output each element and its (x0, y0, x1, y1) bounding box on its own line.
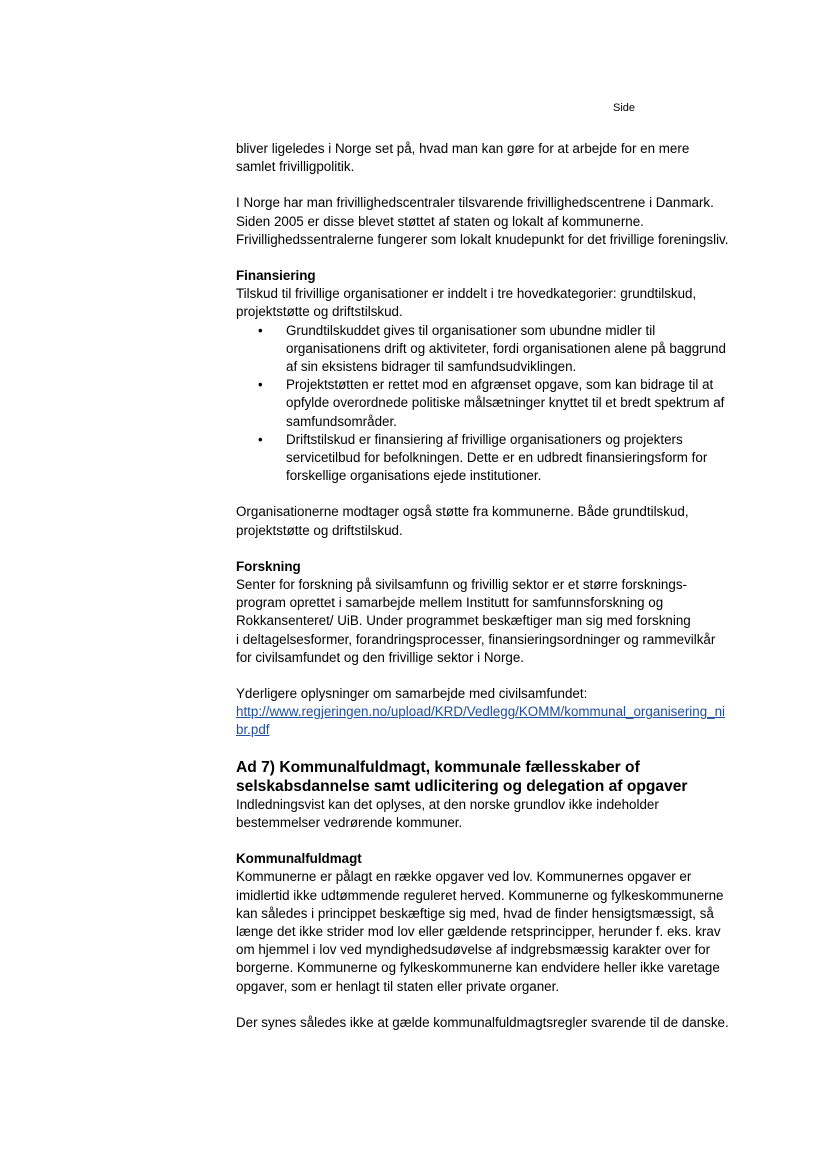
financing-outro (236, 503, 756, 539)
text-line: opfylde overordnede politiske målsætninger knyttet til et bredt spektrum af (286, 395, 725, 411)
financing-intro (236, 285, 756, 321)
link-text-line[interactable]: br.pdf (236, 722, 270, 738)
text-line: opgaver, som er henlagt til staten eller private organer. (236, 978, 560, 994)
text-line: I Norge har man frivillighedscentraler tilsvarende frivillighedscentrene i Danmark. (236, 195, 714, 211)
link-text-line[interactable]: http://www.regjeringen.no/upload/KRD/Vedlegg/KOMM/kommunal_organisering_ni (236, 704, 726, 720)
text-line: Senter for forskning på sivilsamfunn og frivillig sektor er et større forsknings- (236, 577, 687, 593)
heading-research: Forskning (236, 558, 301, 574)
text-line: bliver ligeledes i Norge set på, hvad man kan gøre for at arbejde for en mere (236, 141, 690, 156)
text-line: servicetilbud for befolkningen. Dette er en udbredt finansieringsform for (286, 450, 708, 466)
text-line: Der synes således ikke at gælde kommunalfuldmagtsregler svarende til de danske. (236, 1014, 729, 1030)
heading-line: Ad 7) Kommunalfuldmagt, kommunale fællesskaber of (236, 758, 640, 776)
text-line: længe det ikke strider mod lov eller gældende retsprincipper, herunder f. eks. krav (236, 923, 721, 939)
text-line: Indledningsvist kan det oplyses, at den norske grundlov ikke indeholder (236, 796, 659, 812)
document-body (236, 140, 756, 1032)
paragraph-norway-centres (236, 194, 756, 249)
text-line: om hjemmel i lov ved myndighedsudøvelse af indgrebsmæssig karakter over for (236, 942, 711, 958)
text-line: Grundtilskuddet gives til organisationer som ubundne midler til (286, 322, 656, 338)
heading-ad7 (236, 758, 756, 796)
list-item (236, 431, 756, 486)
bullet-icon: • (258, 431, 263, 447)
text-line: Tilskud til frivillige organisationer er inddelt i tre hovedkategorier: grundtilskud, (236, 286, 697, 302)
text-line: organisationens drift og aktiviteter, fordi organisationen alene på baggrund (286, 340, 726, 356)
more-info-link[interactable] (236, 704, 725, 737)
text-line: af sin eksistens bidrager til samfundsudviklingen. (286, 359, 577, 375)
text-line: for civilsamfundet og den frivillige sektor i Norge. (236, 649, 525, 665)
text-line: samfundsområder. (286, 413, 397, 429)
text-line: kan således i princippet beskæftige sig med, hvad de finder hensigtsmæssigt, så (236, 905, 714, 921)
list-item (236, 376, 756, 431)
text-line: projektstøtte og driftstilskud. (236, 304, 403, 320)
research-paragraph (236, 576, 756, 667)
text-line: Kommunerne er pålagt en række opgaver ved lov. Kommunernes opgaver er (236, 869, 692, 885)
text-line: borgerne. Kommunerne og fylkeskommunerne kan endvidere heller ikke varetage (236, 960, 720, 976)
text-line: Projektstøtten er rettet mod en afgrænset opgave, som kan bidrage til at (286, 377, 714, 393)
text-line: Siden 2005 er disse blevet støttet af staten og lokalt af kommunerne. (236, 213, 644, 229)
text-line: Rokkansenteret/ UiB. Under programmet beskæftiger man sig med forskning (236, 613, 691, 629)
mandate-conclusion (236, 1014, 756, 1032)
text-line: i deltagelsesformer, forandringsprocesser, finansieringsordninger og rammevilkår (236, 631, 716, 647)
more-info-label: Yderligere oplysninger om samarbejde med civilsamfundet: (236, 686, 588, 702)
text-line: Frivillighedssentralerne fungerer som lokalt knudepunkt for det frivillige foreningsliv. (236, 231, 729, 247)
list-item (236, 322, 756, 377)
text-line: samlet frivilligpolitik. (236, 159, 355, 175)
mandate-paragraph (236, 868, 756, 995)
text-line: Organisationerne modtager også støtte fra kommunerne. Både grundtilskud, (236, 504, 689, 520)
ad7-intro (236, 796, 756, 832)
text-line: bestemmelser vedrørende kommuner. (236, 814, 463, 830)
text-line: projektstøtte og driftstilskud. (236, 522, 403, 538)
bullet-icon: • (258, 377, 263, 393)
text-line: forskellige organisations ejede institutioner. (286, 468, 542, 484)
text-line: Driftstilskud er finansiering af frivillige organisationers og projekters (286, 431, 683, 447)
text-line: imidlertid ikke udtømmende reguleret herved. Kommunerne og fylkeskommunerne (236, 887, 724, 903)
paragraph-intro (236, 140, 756, 176)
heading-line: selskabsdannelse samt udlicitering og delegation af opgaver (236, 777, 688, 795)
text-line: program oprettet i samarbejde mellem Institutt for samfunnsforskning og (236, 595, 664, 611)
page-label: Side (613, 102, 636, 114)
financing-bullet-list (236, 322, 756, 486)
bullet-icon: • (258, 322, 263, 338)
heading-financing: Finansiering (236, 268, 316, 284)
heading-mandate: Kommunalfuldmagt (236, 851, 362, 867)
